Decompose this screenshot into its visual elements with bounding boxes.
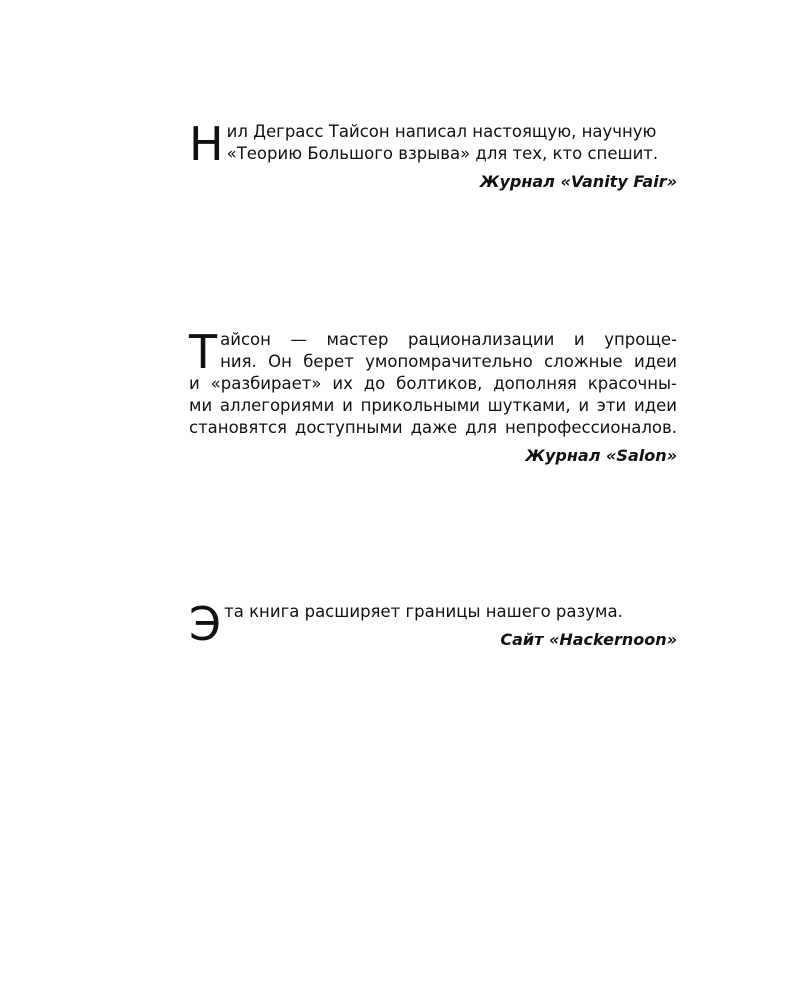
quote-hackernoon — [189, 597, 677, 651]
quote-line: и «разбирает» их до болтиков, дополняя красочны- — [189, 374, 677, 393]
quote-line: ми аллегориями и прикольными шутками, и эти идеи — [189, 396, 677, 415]
drop-cap: Н — [189, 117, 224, 171]
quote-source: Журнал «Salon» — [525, 446, 677, 465]
quote-vanity-fair — [189, 117, 677, 193]
quote-line: айсон — мастер рационализации и упроще- — [220, 330, 677, 349]
drop-cap: Э — [189, 597, 222, 651]
quote-text — [189, 325, 677, 439]
quote-text — [189, 117, 677, 171]
quote-line: становятся доступными даже для непрофессионалов. — [189, 418, 677, 437]
quote-salon — [189, 325, 677, 467]
quote-line: та книга расширяет границы нашего разума. — [224, 602, 623, 621]
drop-cap: Т — [189, 325, 218, 379]
quote-line: ния. Он берет умопомрачительно сложные идеи — [220, 352, 677, 371]
quote-source: Сайт «Hackernoon» — [500, 630, 677, 649]
quote-source: Журнал «Vanity Fair» — [479, 172, 677, 191]
quote-line: ил Деграсс Тайсон написал настоящую, научную — [226, 122, 657, 141]
quote-line: «Теорию Большого взрыва» для тех, кто спешит. — [226, 144, 659, 163]
